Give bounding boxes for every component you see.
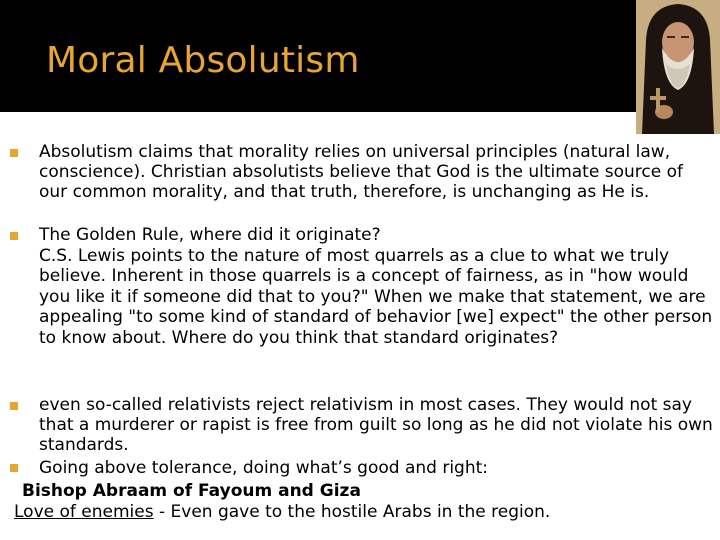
footer-underlined-text: Love of enemies xyxy=(14,502,154,522)
bullet-text-1: Absolutism claims that morality relies on universal principles (natural law, conscience). Christian absolutists believe that God is the ultimate source of our common morality, and that truth, therefore, is unchanging as He is. xyxy=(39,142,683,202)
bullet-text-2: The Golden Rule, where did it originate? C.S. Lewis points to the nature of most quarrels as a clue to what we truly believe. Inherent in those quarrels is a concept of fairness, as in "how would you like it if someone did that to you?" When we make that statement, we are appealing "to some kind of standard of behavior [we] expect" the other person to know about. Where do you think that standard originates? xyxy=(39,225,713,348)
footer-text: - Even gave to the hostile Arabs in the region. xyxy=(153,502,551,522)
bullet-marker xyxy=(10,402,18,410)
bullet-marker xyxy=(10,149,18,157)
slide-title: Moral Absolutism xyxy=(46,40,360,81)
bullet-text-3: even so-called relativists reject relativism in most cases. They would not say that a murderer or rapist is free from guilt so long as he did not violate his own standards. xyxy=(39,395,713,455)
bullet-marker xyxy=(10,232,18,240)
bullet-text-4: Going above tolerance, doing what’s good and right: xyxy=(39,458,488,478)
sub-heading: Bishop Abraam of Fayoum and Giza xyxy=(22,481,361,501)
footer-line xyxy=(14,502,550,522)
bullet-marker xyxy=(10,464,18,472)
